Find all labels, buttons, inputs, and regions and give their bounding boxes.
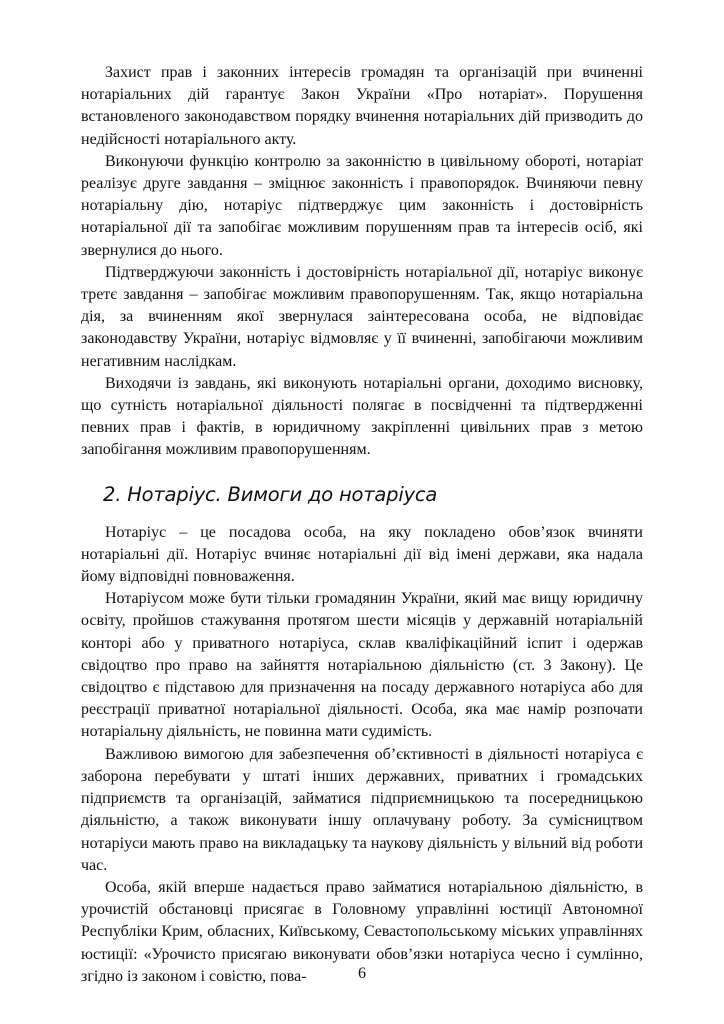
page-number: 6 <box>358 965 366 982</box>
paragraph-objectivity: Важливою вимогою для забезпечення об’єктивності в діяльності нотаріуса є заборона перебувати у штаті інших державних, приватних і громадських підприємств та організацій, займатися підприємницькою та посередницькою діяльністю, а також виконувати іншу оплачувану роботу. За сумісництвом нотаріуси мають право на викладацьку та наукову діяльність у вільний від роботи час. <box>81 745 643 874</box>
paragraph-conclusion: Виходячи із завдань, які виконують нотаріальні органи, доходимо висновку, що сутність нотаріальної діяльності полягає в посвідченні та підтвердженні певних прав і фактів, в юридичному закріпленні цивільних прав з метою запобігання можливим правопорушенням. <box>81 374 643 459</box>
paragraph-notary-definition: Нотаріус – це посадова особа, на яку покладено обов’язок вчиняти нотаріальні дії. Нотаріус вчиняє нотаріальні дії від імені держави, яка надала йому відповідні повноваження. <box>81 523 643 586</box>
paragraph-notary-requirements: Нотаріусом може бути тільки громадянин України, який має вищу юридичну освіту, пройшов стажування протягом шести місяців у державній нотаріальній конторі або у приватного нотаріуса, склав кваліфікаційний іспит і одержав свідоцтво про право на зайняття нотаріальною діяльністю (ст. 3 Закону). Це свідоцтво є підставою для призначення на посаду державного нотаріуса або для реєстрації приватної нотаріальної діяльності. Особа, яка має намір розпочати нотаріальну діяльність, не повинна мати судимість. <box>81 590 643 741</box>
paragraph-second-task: Виконуючи функцію контролю за законністю в цивільному обороті, нотаріат реалізує друге завдання – зміцнює законність і правопорядок. Вчиняючи певну нотаріальну дію, нотаріус підтверджує цим законність і достовірність нотаріальної дії та запобігає можливим порушенням прав та інтересів осіб, які звернулися до нього. <box>81 152 643 259</box>
paragraph-notary-protection: Захист прав і законних інтересів громадян та організацій при вчиненні нотаріальних дій гарантує Закон України «Про нотаріат». Порушення встановленого законодавством порядку вчинення нотаріальних дій призводить до недійсності нотаріального акту. <box>81 64 643 148</box>
paragraph-oath: Особа, якій вперше надається право займатися нотаріальною діяльністю, в урочистій обстановці присягає в Головному управлінні юстиції Автономної Республіки Крим, обласних, Київському, Севастопольському міських управліннях юстиції: «Урочисто присягаю виконувати обов’язки нотаріуса чесно і сумлінно, згідно із законом і совістю, пова- <box>81 878 643 985</box>
paragraph-third-task: Підтверджуючи законність і достовірність нотаріальної дії, нотаріус виконує третє завдання – запобігає можливим правопорушенням. Так, якщо нотаріальна дія, за вчиненням якої звернулася заінтересована особа, не відповідає законодавству України, нотаріус відмовляє у її вчиненні, запобігаючи можливим негативним наслідкам. <box>81 263 643 370</box>
page-body <box>81 62 643 988</box>
section-heading: 2. Нотаріус. Вимоги до нотаріуса <box>103 482 438 506</box>
